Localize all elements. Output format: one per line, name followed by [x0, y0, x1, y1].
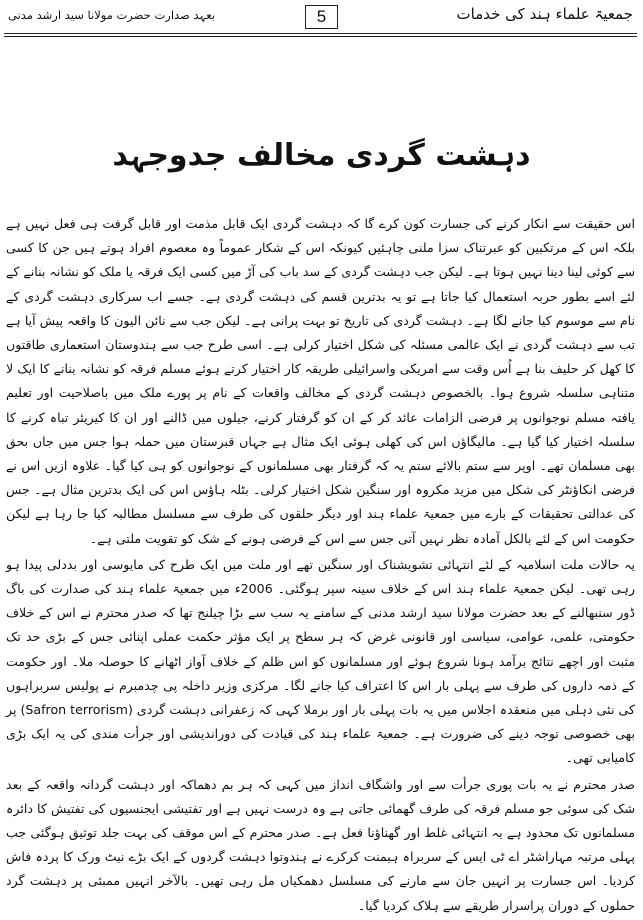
- paragraph: یہ حالات ملت اسلامیہ کے لئے انتہائی تشویشناک اور سنگین تھے اور ملت میں ایک طرح کی مایوسی اور بددلی پیدا ہو رہی تھی۔ لیکن جمعیۃ علماء ہند اس کے خلاف سینہ سپر ہوگئی۔ 2006ء میں جمعیۃ علماء ہند کی صدارت کی باگ ڈور سنبھالنے کے بعد حضرت مولانا سید ارشد مدنی کے سامنے یہ سب سے بڑا چیلنج تھا کہ صدر محترم نے اس کے خلاف حکومتی، علمی، عوامی، سیاسی اور قانونی غرض کہ ہر سطح پر ایک مؤثر حکمت عملی اپنائی جس کے بڑی حد تک مثبت اور اچھے نتائج برآمد ہونا شروع ہوئے اور مسلمانوں کو اس ظلم کے خلاف آواز اٹھانے کا حوصلہ ملا۔ اور حکومت کے ذمہ داروں کی طرف سے پہلی بار اس کا اعتراف کیا جانے لگا۔ مرکزی وزیر داخلہ پی چدمبرم نے پولیس سربراہوں کی نئی دہلی میں منعقدہ اجلاس میں یہ بات پہلی بار اور برملا کہی کہ زعفرانی دہشت گردی (Safron terrorism) پر بھی خصوصی توجہ دینے کی ضرورت ہے۔ جمعیۃ علماء ہند کی قیادت کی دوراندیشی اور جرأت مندی کی یہ ایک بڑی کامیابی تھی۔: [6, 556, 635, 766]
- header-right-text: جمعیۃ علماء ہند کی خدمات: [456, 5, 633, 23]
- article-title: دہشت گردی مخالف جدوجہد: [112, 138, 531, 173]
- paragraph: صدر محترم نے یہ بات پوری جرأت سے اور واشگاف انداز میں کہی کہ ہر بم دھماکہ اور دہشت گردانہ واقعہ کے بعد شک کی سوئی جو مسلم فرقہ کی طرف گھمائی جاتی ہے وہ درست نہیں ہے اور تفتیشی ایجنسیوں کی تفتیش کا دائرہ مسلمانوں تک محدود ہے یہ انتہائی غلط اور گھناؤنا فعل ہے۔ صدر محترم کے اس موقف کی بہت جلد توثیق ہوگئی جب پہلی مرتبہ مہاراشٹر اے ٹی ایس کے سربراہ ہیمنت کرکرے نے ہندوتوا دہشت گردوں کے ایک بڑے نیٹ ورک کا پردہ فاش کردیا۔ اس جسارت پر انہیں جان سے مارنے کی مسلسل دھمکیاں مل رہی تھیں۔ بالآخر انہیں ممبئی پر دہشت گرد حملوں کے دوران پراسرار طریقے سے ہلاک کردیا گیا۔: [6, 776, 635, 913]
- header-rule-thin: [4, 36, 637, 37]
- header-rule: [4, 33, 637, 34]
- article-body: [6, 212, 635, 920]
- page-header: [0, 0, 643, 40]
- page-number: 5: [305, 5, 338, 29]
- header-left-text: بعہد صدارت حضرت مولانا سید ارشد مدنی: [8, 8, 215, 22]
- paragraph: اس حقیقت سے انکار کرنے کی جسارت کون کرے گا کہ دہشت گردی ایک قابل مذمت اور قابل گرفت ہی فعل نہیں ہے بلکہ اس کے مرتکبین کو عبرتناک سزا ملنی چاہئیں کیونکہ اس کے شکار عموماً وہ معصوم افراد ہوتے ہیں جن کا کسی سے کوئی لینا دینا نہیں ہوتا ہے۔ لیکن جب دہشت گردی کے سد باب کی آڑ میں کسی ایک فرقہ یا ملک کو نشانہ بنانے کے لئے اسے بطور حربہ استعمال کیا جاتا ہے تو یہ بدترین قسم کی دہشت گردی ہے۔ جسے اب سرکاری دہشت گردی کے نام سے موسوم کیا جانے لگا ہے۔ دہشت گردی کی تاریخ تو بہت پرانی ہے۔ لیکن جب سے نائن الیون کا واقعہ پیش آیا ہے تب سے دہشت گردی نے ایک عالمی مسئلہ کی شکل اختیار کرلی ہے۔ اسی طرح جب سے ہندوستان استعماری طاقتوں کا کھل کر حلیف بنا ہے اُس وقت سے امریکی واسرائیلی طریقہ کار اختیار کرتے ہوئے مسلم فرقہ کو نشانہ بنانے کا ایک لا متناہی سلسلہ شروع ہوا۔ بالخصوص دہشت گردی کے مخالف واقعات کے نام پر پورے ملک میں باصلاحیت اور تعلیم یافتہ مسلم نوجوانوں پر فرضی الزامات عائد کر کے ان کو گرفتار کرنے، جیلوں میں ڈالنے اور ان کا کیریئر تباہ کرنے کا سلسلہ اختیار کیا گیا ہے۔ مالیگاؤں اس کی کھلی ہوئی ایک مثال ہے جہاں قبرستان میں حملہ ہوا جس میں جاں بحق بھی مسلمان تھے۔ اوپر سے ستم بالائے ستم یہ کہ گرفتار بھی مسلمانوں کے نوجوانوں کو ہی کیا گیا۔ علاوہ ازیں اس نے فرضی انکاؤنٹر کی شکل میں مزید مکروہ اور سنگین شکل اختیار کرلی۔ بٹلہ ہاؤس اس کی ایک بدترین مثال ہے۔ جس کی عدالتی تحقیقات کے بارے میں جمعیۃ علماء ہند اور دیگر حلقوں کی طرف سے مسلسل مطالبہ کیا جا رہا ہے لیکن حکومت اس کے لئے بالکل آمادہ نظر نہیں آتی جس سے اس کے فرضی ہونے کے شک کو تقویت ملتی ہے۔: [6, 216, 635, 546]
